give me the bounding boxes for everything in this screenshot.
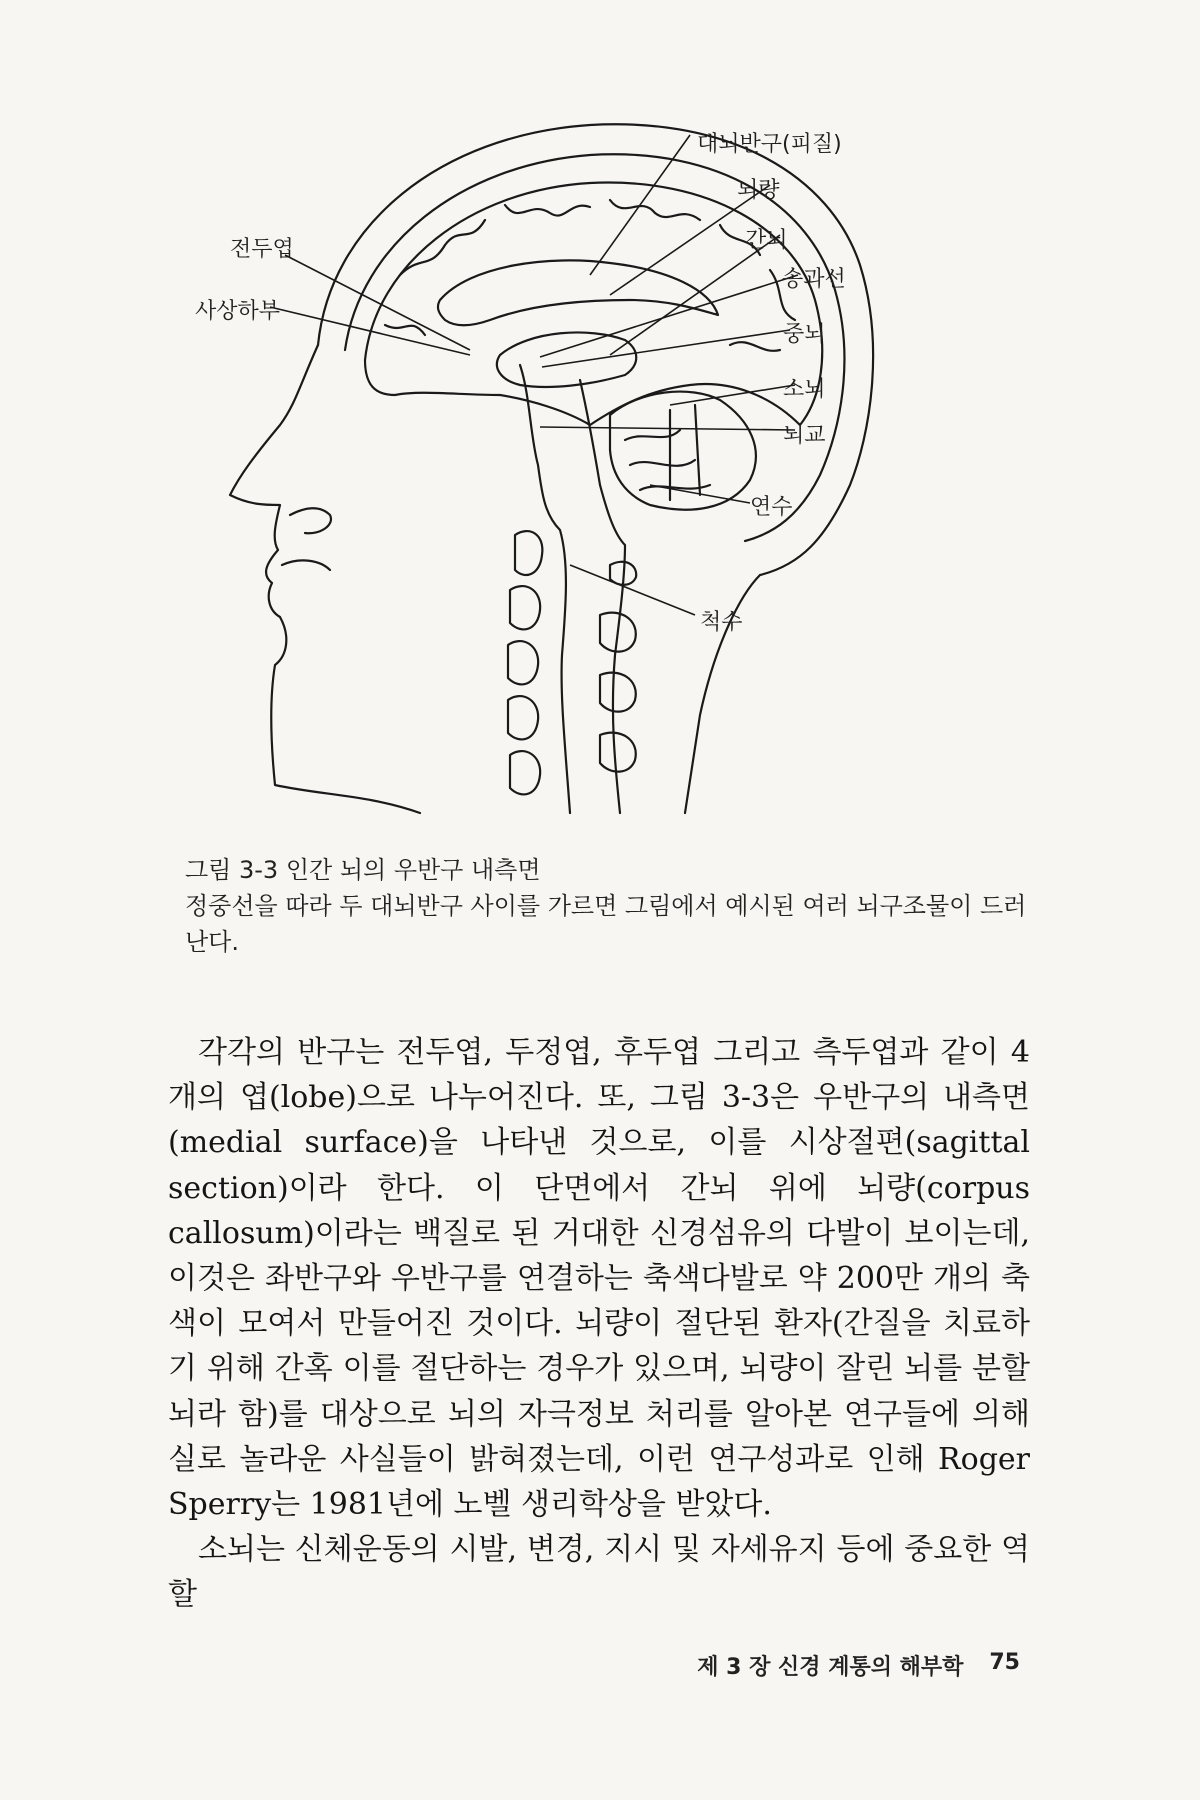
head-outline <box>318 124 873 813</box>
corpus-callosum-shape <box>438 260 718 325</box>
label-frontal-lobe: 전두엽 <box>230 237 294 262</box>
label-diencephalon: 간뇌 <box>745 228 788 253</box>
label-pineal: 송과선 <box>782 267 846 292</box>
skull-line <box>345 154 844 541</box>
label-pons: 뇌교 <box>783 423 826 448</box>
label-medulla: 연수 <box>750 495 793 520</box>
label-cerebellum: 소뇌 <box>783 377 826 402</box>
face-profile <box>230 345 420 813</box>
body-paragraph-1: 각각의 반구는 전두엽, 두정엽, 후두엽 그리고 측두엽과 같이 4개의 엽(lobe)으로 나누어진다. 또, 그림 3-3은 우반구의 내측면(medial surface)을 나타낸 것으로, 이를 시상절편(sagittal section)이라 한다. 이 단면에서 간뇌 위에 뇌량(corpus callosum)이라는 백질로 된 거대한 신경섬유의 다발이 보이는데, 이것은 좌반구와 우반구를 연결하는 축색다발로 약 200만 개의 축색이 모여서 만들어진 것이다. 뇌량이 절단된 환자(간질을 치료하기 위해 간혹 이를 절단하는 경우가 있으며, 뇌량이 잘린 뇌를 분할뇌라 함)를 대상으로 뇌의 자극정보 처리를 알아본 연구들에 의해 실로 놀라운 사실들이 밝혀졌는데, 이런 연구성과로 인해 Roger Sperry는 1981년에 노벨 생리학상을 받았다. <box>168 1035 1030 1523</box>
body-text <box>168 1030 1030 1618</box>
label-cerebral-cortex: 대뇌반구(피질) <box>697 132 842 157</box>
brainstem-shape <box>520 365 570 813</box>
caption-title: 그림 3-3 인간 뇌의 우반구 내측면 <box>185 856 541 884</box>
brain-sagittal-figure <box>170 95 1070 830</box>
label-hypothalamus: 사상하부 <box>195 299 281 324</box>
cerebellum-shape <box>610 392 756 510</box>
cerebrum-outline <box>365 183 822 425</box>
caption-text: 정중선을 따라 두 대뇌반구 사이를 가르면 그림에서 예시된 여러 뇌구조물이 드러난다. <box>185 892 1027 956</box>
label-spinal-cord: 척수 <box>700 610 743 635</box>
body-paragraph-2: 소뇌는 신체운동의 시발, 변경, 지시 및 자세유지 등에 중요한 역할 <box>168 1532 1030 1613</box>
brain-illustration <box>170 95 1070 830</box>
chapter-title: 제 3 장 신경 계통의 해부학 <box>697 1655 964 1680</box>
thalamus-shape <box>497 332 636 387</box>
page-footer <box>620 1650 1020 1681</box>
label-corpus-callosum: 뇌량 <box>737 178 780 203</box>
figure-caption <box>185 852 1045 960</box>
page-number: 75 <box>989 1650 1020 1675</box>
label-midbrain: 중뇌 <box>783 322 826 347</box>
